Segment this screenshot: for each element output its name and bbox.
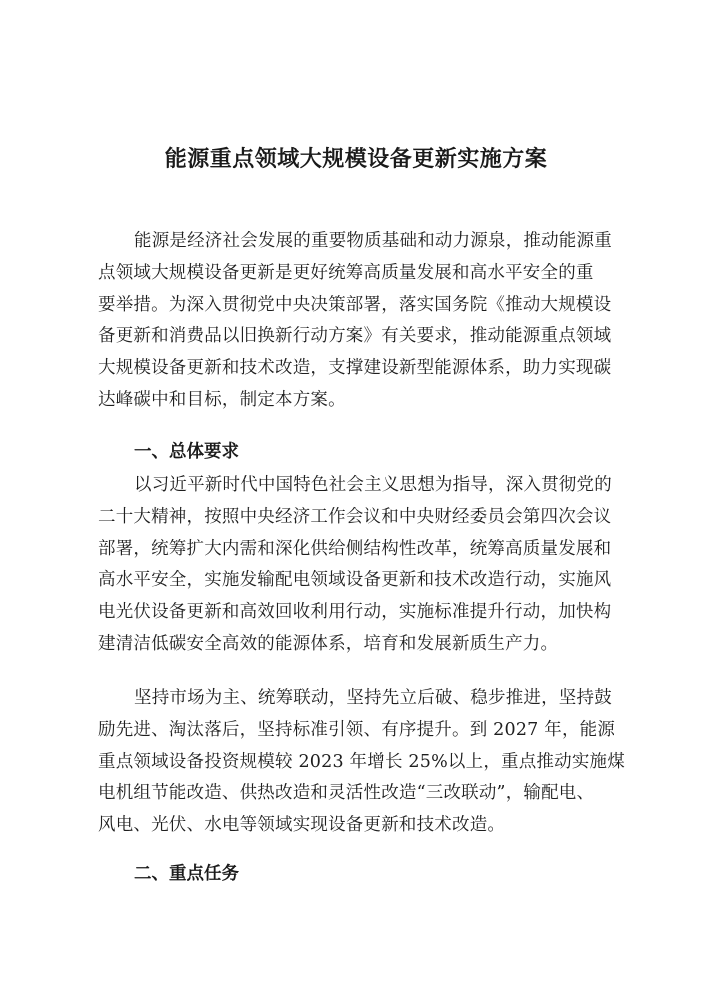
paragraph-line: 要举措。为深入贯彻党中央决策部署，落实国务院《推动大规模设 — [98, 294, 612, 315]
paragraph-line: 点领域大规模设备更新是更好统筹高质量发展和高水平安全的重 — [98, 262, 594, 283]
paragraph-line: 建清洁低碳安全高效的能源体系，培育和发展新质生产力。 — [98, 633, 559, 654]
paragraph-line: 达峰碳中和目标，制定本方案。 — [98, 389, 346, 410]
section-heading-general-requirements: 一、总体要求 — [134, 442, 239, 462]
paragraph-line: 以习近平新时代中国特色社会主义思想为指导，深入贯彻党的 — [134, 475, 612, 495]
paragraph-line: 电机组节能改造、供热改造和灵活性改造“三改联动”，输配电、 — [98, 783, 595, 804]
paragraph-line: 电光伏设备更新和高效回收利用行动，实施标准提升行动，加快构 — [98, 602, 612, 623]
paragraph-line: 坚持市场为主、统筹联动，坚持先立后破、稳步推进，坚持鼓 — [134, 688, 612, 708]
paragraph-line: 备更新和消费品以旧换新行动方案》有关要求，推动能源重点领域 — [98, 326, 612, 347]
paragraph-line: 风电、光伏、水电等领域实现设备更新和技术改造。 — [98, 815, 506, 836]
paragraph-line: 能源是经济社会发展的重要物质基础和动力源泉，推动能源重 — [134, 231, 612, 251]
section-heading-key-tasks: 二、重点任务 — [134, 864, 239, 884]
paragraph-line: 励先进、淘汰落后，坚持标准引领、有序提升。到 2027 年，能源 — [98, 719, 616, 740]
paragraph-line: 二十大精神，按照中央经济工作会议和中央财经委员会第四次会议 — [98, 506, 612, 527]
paragraph-line: 大规模设备更新和技术改造，支撑建设新型能源体系，助力实现碳 — [98, 358, 612, 379]
general-requirements-paragraph — [98, 470, 614, 661]
intro-paragraph — [98, 226, 614, 417]
principles-targets-paragraph — [98, 683, 625, 842]
paragraph-line: 重点领域设备投资规模较 2023 年增长 25%以上，重点推动实施煤 — [98, 751, 625, 772]
paragraph-line: 部署，统筹扩大内需和深化供给侧结构性改革，统筹高质量发展和 — [98, 538, 612, 559]
document-title: 能源重点领域大规模设备更新实施方案 — [164, 147, 548, 172]
paragraph-line: 高水平安全，实施发输配电领域设备更新和技术改造行动，实施风 — [98, 570, 612, 591]
